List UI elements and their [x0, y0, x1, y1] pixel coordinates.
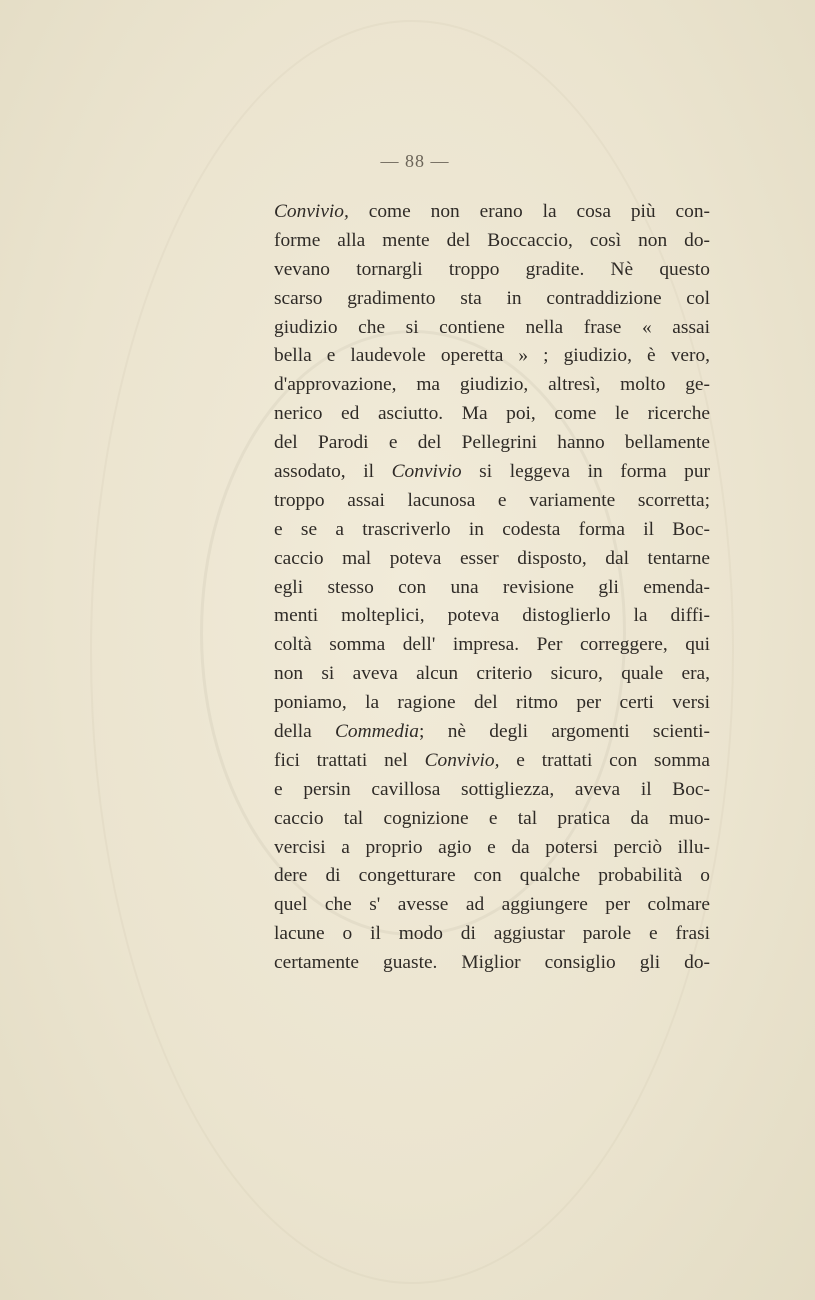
- text-line: [274, 458, 710, 487]
- text-run: si leggeva in forma pur: [461, 461, 710, 483]
- page-number: — 88 —: [380, 151, 450, 171]
- text-run: e trattati con somma: [499, 749, 710, 771]
- text-run: lacune o il modo di aggiustar parole e frasi: [274, 923, 710, 945]
- text-run: vevano tornargli troppo gradite. Nè questo: [274, 258, 710, 280]
- text-run: assodato, il: [274, 461, 392, 483]
- text-run: giudizio che si contiene nella frase « assai: [274, 316, 710, 338]
- text-run: egli stesso con una revisione gli emenda-: [274, 576, 710, 598]
- body-text: [274, 198, 710, 978]
- text-line: [274, 776, 710, 805]
- text-line: [274, 949, 710, 978]
- text-run: ; nè degli argomenti scienti-: [419, 721, 710, 743]
- text-run: del Parodi e del Pellegrini hanno bellamente: [274, 432, 710, 454]
- text-line: [274, 198, 710, 227]
- text-line: [274, 545, 710, 574]
- text-line: [274, 920, 710, 949]
- text-line: [274, 429, 710, 458]
- text-line: [274, 256, 710, 285]
- text-run: della: [274, 721, 335, 743]
- text-line: [274, 602, 710, 631]
- text-line: [274, 487, 710, 516]
- text-run: caccio mal poteva esser disposto, dal tentarne: [274, 547, 710, 569]
- text-run: coltà somma dell' impresa. Per correggere, qui: [274, 634, 710, 656]
- text-run: nerico ed asciutto. Ma poi, come le ricerche: [274, 403, 710, 425]
- text-run: fici trattati nel: [274, 749, 425, 771]
- text-run: come non erano la cosa più con-: [348, 201, 710, 222]
- text-line: [274, 689, 710, 718]
- text-line: [274, 862, 710, 891]
- text-line: [274, 747, 710, 776]
- text-line: [274, 631, 710, 660]
- text-line: [274, 371, 710, 400]
- text-run: e persin cavillosa sottigliezza, aveva il Boc-: [274, 778, 710, 800]
- italic-title: Convivio,: [274, 201, 349, 222]
- text-run: dere di congetturare con qualche probabilità o: [274, 865, 710, 887]
- text-run: caccio tal cognizione e tal pratica da muo-: [274, 807, 710, 829]
- text-run: scarso gradimento sta in contraddizione col: [274, 287, 710, 309]
- text-run: menti molteplici, poteva distoglierlo la diffi-: [274, 605, 710, 627]
- italic-title: Commedia: [334, 721, 420, 743]
- text-run: quel che s' avesse ad aggiungere per colmare: [274, 894, 710, 916]
- text-run: certamente guaste. Miglior consiglio gli do-: [274, 952, 710, 974]
- text-run: e se a trascriverlo in codesta forma il Boc-: [274, 518, 710, 540]
- text-line: [274, 891, 710, 920]
- text-line: [274, 516, 710, 545]
- italic-title: Convivio: [391, 461, 462, 483]
- text-line: [274, 227, 710, 256]
- text-run: bella e laudevole operetta » ; giudizio, è vero,: [274, 345, 710, 367]
- text-line: [274, 342, 710, 371]
- text-line: [274, 314, 710, 343]
- text-line: [274, 574, 710, 603]
- text-run: poniamo, la ragione del ritmo per certi versi: [274, 692, 710, 714]
- text-run: non si aveva alcun criterio sicuro, quale era,: [274, 663, 710, 685]
- text-line: [274, 805, 710, 834]
- text-line: [274, 400, 710, 429]
- text-run: troppo assai lacunosa e variamente scorretta;: [274, 489, 710, 511]
- text-line: [274, 834, 710, 863]
- text-run: vercisi a proprio agio e da potersi perciò illu-: [274, 836, 710, 858]
- italic-title: Convivio,: [424, 749, 500, 771]
- text-line: [274, 718, 710, 747]
- text-line: [274, 660, 710, 689]
- text-run: d'approvazione, ma giudizio, altresì, molto ge-: [274, 374, 710, 396]
- text-run: forme alla mente del Boccaccio, così non do-: [274, 229, 710, 251]
- text-line: [274, 285, 710, 314]
